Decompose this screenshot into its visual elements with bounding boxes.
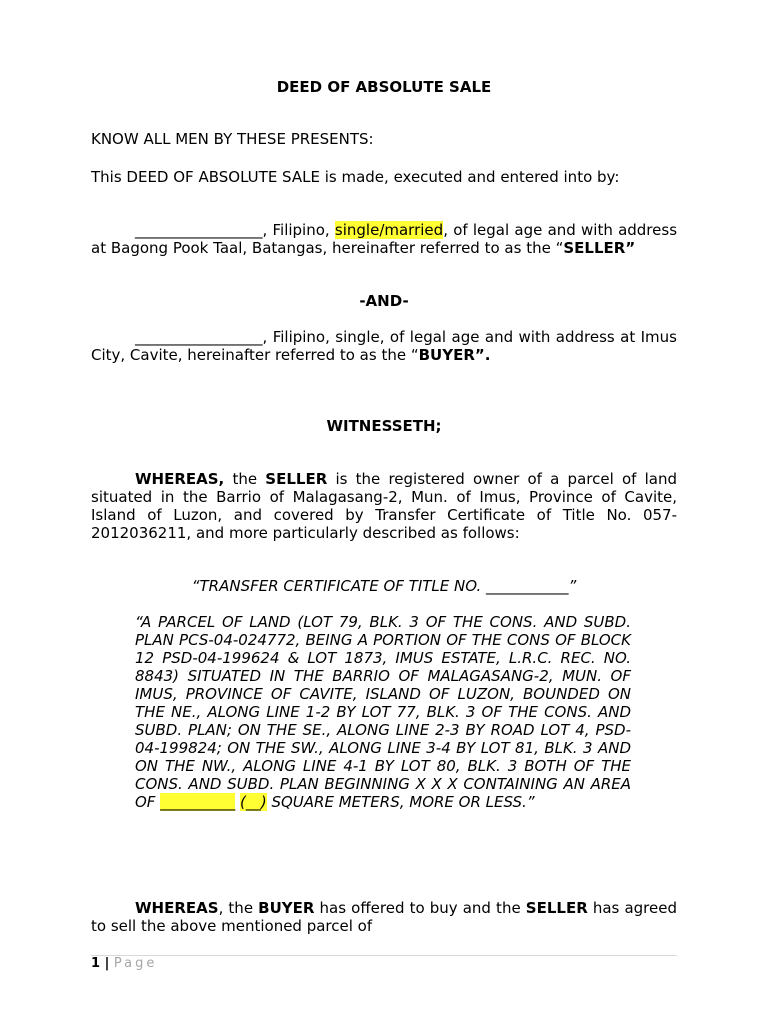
whereas2-buyer: BUYER bbox=[258, 899, 315, 917]
page-footer bbox=[91, 955, 157, 973]
whereas2-lead: WHEREAS bbox=[135, 899, 219, 917]
witnesseth-heading: WITNESSETH; bbox=[326, 417, 442, 435]
seller-nationality: , Filipino, bbox=[262, 221, 335, 239]
seller-name-blank: _________________ bbox=[135, 221, 263, 239]
and-separator: -AND- bbox=[359, 292, 409, 310]
page-number: 1 bbox=[91, 956, 101, 971]
buyer-details: , Filipino, single, of legal age and with address at Imus City, Cavite, hereinafter referred to as the “ bbox=[91, 328, 677, 364]
tct-heading: “TRANSFER CERTIFICATE OF TITLE NO. ___________” bbox=[191, 577, 577, 595]
seller-civil-status-highlight: single/married bbox=[334, 221, 444, 239]
seller-role: SELLER” bbox=[563, 239, 636, 257]
whereas-seller: SELLER bbox=[265, 470, 328, 488]
description-text: “A PARCEL OF LAND (LOT 79, BLK. 3 OF THE CONS. AND SUBD. PLAN PCS-04-024772, BEING A PORTION OF THE CONS OF BLOCK 12 PSD-04-199624 & LOT 1873, IMUS ESTATE, L.R.C. REC. NO. 8843) SITUATED IN THE BARRIO OF MALAGASANG-2, MUN. OF IMUS, PROVINCE OF CAVITE, ISLAND OF LUZON, BOUNDED ON THE NE., ALONG LINE 1-2 BY LOT 77, BLK. 3 OF THE CONS. AND SUBD. PLAN; ON THE SE., ALONG LINE 2-3 BY ROAD LOT 4, PSD-04-199824; ON THE SW., ALONG LINE 3-4 BY LOT 81, BLK. 3 AND ON THE NW., ALONG LINE 4-1 BY LOT 80, BLK. 3 BOTH OF THE CONS. AND SUBD. PLAN BEGINNING X X X CONTAINING AN AREA OF bbox=[135, 613, 631, 811]
buyer-name-blank: _________________ bbox=[135, 328, 263, 346]
whereas2-seller: SELLER bbox=[525, 899, 588, 917]
whereas2-the: , the bbox=[218, 899, 259, 917]
whereas-the: the bbox=[224, 470, 266, 488]
whereas-lead: WHEREAS, bbox=[135, 470, 225, 488]
buyer-paragraph bbox=[91, 328, 677, 364]
description-tail: SQUARE METERS, MORE OR LESS.” bbox=[266, 793, 535, 811]
seller-details: , of legal age and with address at Bagong Pook Taal, Batangas, hereinafter referred to as the “ bbox=[91, 221, 678, 257]
property-description bbox=[135, 613, 631, 811]
page-label: Page bbox=[113, 956, 158, 971]
opening-line: KNOW ALL MEN BY THESE PRESENTS: bbox=[91, 130, 374, 148]
area-blank: __________ bbox=[160, 793, 236, 811]
seller-paragraph bbox=[91, 221, 677, 257]
document-title: DEED OF ABSOLUTE SALE bbox=[276, 78, 492, 96]
footer-divider bbox=[91, 955, 677, 956]
page-separator: | bbox=[100, 956, 114, 971]
whereas-paragraph-2 bbox=[91, 899, 677, 935]
whereas2-text: has agreed to sell the above mentioned parcel of bbox=[91, 899, 677, 935]
whereas-paragraph-1 bbox=[91, 470, 677, 542]
area-paren-blank: (__) bbox=[239, 793, 267, 811]
whereas2-mid: has offered to buy and the bbox=[314, 899, 526, 917]
intro-paragraph: This DEED OF ABSOLUTE SALE is made, executed and entered into by: bbox=[91, 168, 620, 186]
whereas-text: is the registered owner of a parcel of land situated in the Barrio of Malagasang-2, Mun. of Imus, Province of Cavite, Island of Luzon, and covered by Transfer Certificate of Title No. 057-2012036211, and more particularly described as follows: bbox=[91, 470, 677, 542]
buyer-role: BUYER”. bbox=[418, 346, 491, 364]
